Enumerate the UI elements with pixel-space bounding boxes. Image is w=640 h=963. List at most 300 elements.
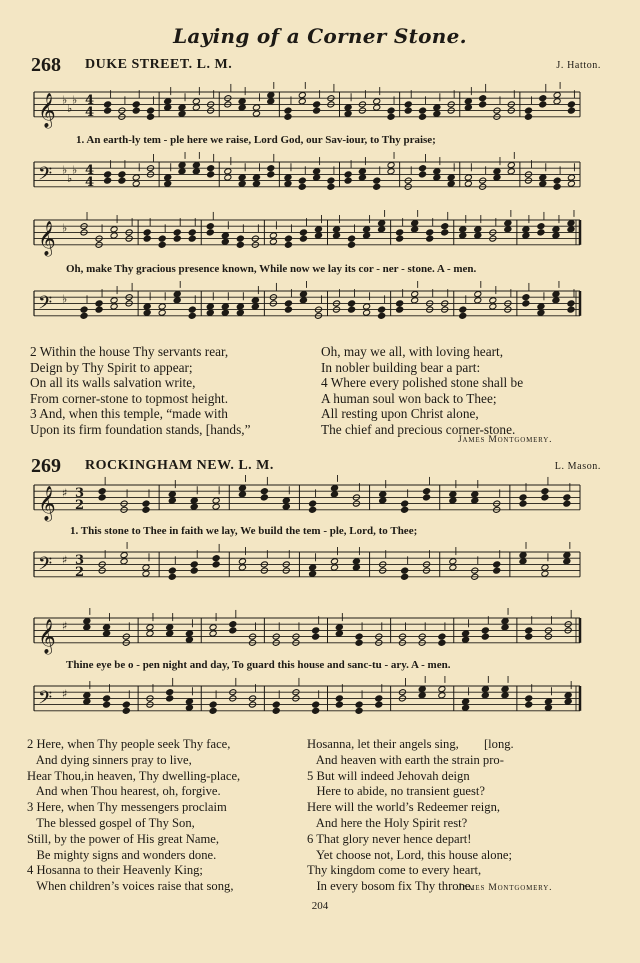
time-signature: 2 xyxy=(75,565,85,581)
notehead xyxy=(493,561,501,568)
notehead xyxy=(519,494,527,501)
notehead xyxy=(238,558,246,565)
notehead xyxy=(206,223,214,230)
treble-clef-icon: 𝄞 xyxy=(38,92,56,128)
notehead xyxy=(563,494,571,501)
notehead xyxy=(423,488,431,495)
notehead xyxy=(489,303,497,310)
notehead xyxy=(474,291,482,298)
music-staff-bass xyxy=(30,281,594,331)
notehead xyxy=(396,229,404,236)
notehead xyxy=(143,235,151,242)
time-signature: 3 xyxy=(75,552,85,568)
notehead xyxy=(313,174,321,181)
notehead xyxy=(209,630,217,637)
notehead xyxy=(348,300,356,307)
notehead xyxy=(212,555,220,562)
notehead xyxy=(379,491,387,498)
notehead xyxy=(522,300,530,307)
notehead xyxy=(298,92,306,99)
notehead xyxy=(238,564,246,571)
notehead xyxy=(110,303,118,310)
notehead xyxy=(209,701,217,708)
notehead xyxy=(238,491,246,498)
hymn-number: 268 xyxy=(31,54,61,76)
notehead xyxy=(221,232,229,239)
notehead xyxy=(104,101,112,108)
time-signature: 4 xyxy=(85,162,95,178)
notehead xyxy=(539,174,547,181)
notehead xyxy=(544,698,552,705)
verses-column-left: 2 Here, when Thy people seek Thy face, And dying sinners pray to live, Hear Thou,in heaven, Thy dwelling-place, And when Thou hearest, oh, forgive. 3 Here, when Thy messengers proclaim The blessed gospel of Thy Son, Still, by the power of His great Name, Be mighty signs and wonders done. 4 Hosanna to their Heavenly King; When children’s voices raise that song, xyxy=(27,737,241,894)
notehead xyxy=(552,297,560,304)
flat-icon: ♭ xyxy=(62,163,68,177)
notehead xyxy=(373,177,381,184)
notehead xyxy=(355,707,363,714)
notehead xyxy=(525,633,533,640)
notehead xyxy=(525,627,533,634)
notehead xyxy=(481,633,489,640)
lyric-line: Oh, make Thy gracious presence known, While now we lay its cor - ner - stone. A - men. xyxy=(66,263,477,275)
notehead xyxy=(122,707,130,714)
notehead xyxy=(335,695,343,702)
notehead xyxy=(474,297,482,304)
notehead xyxy=(209,707,217,714)
notehead xyxy=(519,500,527,507)
notehead xyxy=(539,180,547,187)
notehead xyxy=(229,621,237,628)
notehead xyxy=(142,564,150,571)
notehead xyxy=(298,177,306,184)
notehead xyxy=(447,174,455,181)
notehead xyxy=(260,488,268,495)
notehead xyxy=(507,168,515,175)
notehead xyxy=(553,92,561,99)
notehead xyxy=(188,235,196,242)
notehead xyxy=(552,291,560,298)
sharp-icon: ♯ xyxy=(62,486,68,500)
notehead xyxy=(373,104,381,111)
notehead xyxy=(164,104,172,111)
notehead xyxy=(474,226,482,233)
notehead xyxy=(168,497,176,504)
notehead xyxy=(378,220,386,227)
notehead xyxy=(95,300,103,307)
notehead xyxy=(315,232,323,239)
notehead xyxy=(251,303,259,310)
notehead xyxy=(313,101,321,108)
notehead xyxy=(104,177,112,184)
notehead xyxy=(471,497,479,504)
notehead xyxy=(98,494,106,501)
notehead xyxy=(185,636,193,643)
music-staff-bass xyxy=(30,152,594,202)
notehead xyxy=(192,98,200,105)
notehead xyxy=(238,174,246,181)
notehead xyxy=(471,491,479,498)
flat-icon: ♭ xyxy=(62,292,68,306)
bass-clef-icon: 𝄢 xyxy=(38,163,53,189)
notehead xyxy=(103,701,111,708)
notehead xyxy=(168,567,176,574)
flat-icon: ♭ xyxy=(62,221,68,235)
notehead xyxy=(331,491,339,498)
notehead xyxy=(449,497,457,504)
notehead xyxy=(236,235,244,242)
hymn-header xyxy=(31,455,611,477)
notehead xyxy=(462,704,470,711)
notehead xyxy=(537,223,545,230)
notehead xyxy=(253,180,261,187)
notehead xyxy=(309,500,317,507)
notehead xyxy=(563,558,571,565)
notehead xyxy=(103,695,111,702)
notehead xyxy=(567,180,575,187)
notehead xyxy=(447,180,455,187)
notehead xyxy=(411,220,419,227)
flat-icon: ♭ xyxy=(67,102,73,116)
notehead xyxy=(464,180,472,187)
notehead xyxy=(299,297,307,304)
notehead xyxy=(80,306,88,313)
notehead xyxy=(378,226,386,233)
notehead xyxy=(206,309,214,316)
notehead xyxy=(309,570,317,577)
notehead xyxy=(419,171,427,178)
verses-column-right: Hosanna, let their angels sing, [long. And heaven with earth the strain pro- 5 But will indeed Jehovah deign Here to abide, no transient guest? Here will the world’s Redeemer reign, And here the Holy Spirit rest? 6 That glory never hence depart! Yet choose not, Lord, this house alone; Thy kingdom come to every heart, In every bosom fix Thy throne. xyxy=(307,737,514,894)
notehead xyxy=(537,309,545,316)
notehead xyxy=(143,229,151,236)
time-signature: 4 xyxy=(85,105,95,121)
notehead xyxy=(212,561,220,568)
notehead xyxy=(80,312,88,319)
notehead xyxy=(224,168,232,175)
notehead xyxy=(142,570,150,577)
notehead xyxy=(312,701,320,708)
notehead xyxy=(501,624,509,631)
music-staff-treble xyxy=(30,475,594,525)
notehead xyxy=(404,107,412,114)
notehead xyxy=(173,291,181,298)
tune-name: DUKE STREET. L. M. xyxy=(85,57,233,72)
notehead xyxy=(352,564,360,571)
notehead xyxy=(504,220,512,227)
notehead xyxy=(459,306,467,313)
notehead xyxy=(103,624,111,631)
notehead xyxy=(238,104,246,111)
notehead xyxy=(178,162,186,169)
notehead xyxy=(158,235,166,242)
notehead xyxy=(103,630,111,637)
notehead xyxy=(221,238,229,245)
notehead xyxy=(206,303,214,310)
music-staff-treble xyxy=(30,82,594,132)
notehead xyxy=(375,695,383,702)
lyric-line: Thine eye be o - pen night and day, To guard this house and sanc-tu - ary. A - men. xyxy=(66,659,451,671)
treble-clef-icon: 𝄞 xyxy=(38,485,56,521)
notehead xyxy=(404,101,412,108)
notehead xyxy=(158,309,166,316)
flat-icon: ♭ xyxy=(72,163,78,177)
notehead xyxy=(188,312,196,319)
notehead xyxy=(164,98,172,105)
notehead xyxy=(552,226,560,233)
notehead xyxy=(95,306,103,313)
notehead xyxy=(378,312,386,319)
notehead xyxy=(433,168,441,175)
notehead xyxy=(464,98,472,105)
notehead xyxy=(83,624,91,631)
notehead xyxy=(212,497,220,504)
notehead xyxy=(348,235,356,242)
notehead xyxy=(373,98,381,105)
notehead xyxy=(552,232,560,239)
notehead xyxy=(253,104,261,111)
notehead xyxy=(83,692,91,699)
notehead xyxy=(504,226,512,233)
music-staff-treble xyxy=(30,210,594,260)
notehead xyxy=(333,232,341,239)
notehead xyxy=(185,704,193,711)
notehead xyxy=(147,113,155,120)
notehead xyxy=(375,701,383,708)
notehead xyxy=(164,180,172,187)
notehead xyxy=(373,183,381,190)
notehead xyxy=(525,701,533,708)
notehead xyxy=(173,297,181,304)
notehead xyxy=(449,558,457,565)
notehead xyxy=(344,177,352,184)
time-signature: 4 xyxy=(85,175,95,191)
notehead xyxy=(178,168,186,175)
notehead xyxy=(236,309,244,316)
notehead xyxy=(541,488,549,495)
notehead xyxy=(481,692,489,699)
notehead xyxy=(312,707,320,714)
notehead xyxy=(438,686,446,693)
notehead xyxy=(333,226,341,233)
notehead xyxy=(110,297,118,304)
notehead xyxy=(387,107,395,114)
hymn-author: James Montgomery. xyxy=(458,883,553,893)
notehead xyxy=(335,624,343,631)
notehead xyxy=(120,552,128,559)
notehead xyxy=(299,235,307,242)
page-number: 204 xyxy=(311,900,329,912)
notehead xyxy=(207,165,215,172)
notehead xyxy=(438,639,446,646)
notehead xyxy=(168,491,176,498)
notehead xyxy=(284,306,292,313)
notehead xyxy=(267,92,275,99)
notehead xyxy=(352,558,360,565)
notehead xyxy=(118,177,126,184)
notehead xyxy=(327,183,335,190)
notehead xyxy=(188,306,196,313)
notehead xyxy=(539,101,547,108)
notehead xyxy=(282,497,290,504)
flat-icon: ♭ xyxy=(62,93,68,107)
notehead xyxy=(104,171,112,178)
notehead xyxy=(284,300,292,307)
notehead xyxy=(519,552,527,559)
notehead xyxy=(331,558,339,565)
notehead xyxy=(355,639,363,646)
notehead xyxy=(522,226,530,233)
notehead xyxy=(132,180,140,187)
notehead xyxy=(335,630,343,637)
notehead xyxy=(83,618,91,625)
notehead xyxy=(459,312,467,319)
time-signature: 3 xyxy=(75,485,85,501)
notehead xyxy=(489,297,497,304)
notehead xyxy=(411,291,419,298)
notehead xyxy=(168,573,176,580)
lyric-line: 1. This stone to Thee in faith we lay, We build the tem - ple, Lord, to Thee; xyxy=(70,525,418,537)
notehead xyxy=(178,104,186,111)
music-staff-treble xyxy=(30,608,594,658)
notehead xyxy=(192,104,200,111)
notehead xyxy=(142,506,150,513)
bass-clef-icon: 𝄢 xyxy=(38,292,53,318)
tune-name: ROCKINGHAM NEW. L. M. xyxy=(85,458,274,473)
hymn-header xyxy=(31,54,611,76)
notehead xyxy=(309,506,317,513)
notehead xyxy=(164,174,172,181)
notehead xyxy=(158,241,166,248)
notehead xyxy=(158,303,166,310)
bass-clef-icon: 𝄢 xyxy=(38,687,53,713)
notehead xyxy=(190,561,198,568)
notehead xyxy=(519,558,527,565)
notehead xyxy=(284,174,292,181)
notehead xyxy=(221,309,229,316)
notehead xyxy=(501,618,509,625)
notehead xyxy=(348,306,356,313)
notehead xyxy=(185,698,193,705)
notehead xyxy=(459,226,467,233)
notehead xyxy=(312,633,320,640)
notehead xyxy=(474,232,482,239)
notehead xyxy=(564,692,572,699)
notehead xyxy=(267,98,275,105)
notehead xyxy=(464,104,472,111)
notehead xyxy=(363,226,371,233)
notehead xyxy=(567,220,575,227)
notehead xyxy=(501,686,509,693)
notehead xyxy=(553,177,561,184)
notehead xyxy=(331,564,339,571)
notehead xyxy=(564,698,572,705)
notehead xyxy=(143,309,151,316)
notehead xyxy=(358,174,366,181)
notehead xyxy=(269,232,277,239)
notehead xyxy=(401,506,409,513)
treble-clef-icon: 𝄞 xyxy=(38,220,56,256)
notehead xyxy=(83,698,91,705)
notehead xyxy=(419,165,427,172)
notehead xyxy=(146,630,154,637)
notehead xyxy=(188,229,196,236)
notehead xyxy=(224,174,232,181)
time-signature: 2 xyxy=(75,498,85,514)
notehead xyxy=(479,95,487,102)
notehead xyxy=(209,624,217,631)
notehead xyxy=(120,558,128,565)
notehead xyxy=(221,303,229,310)
notehead xyxy=(122,701,130,708)
notehead xyxy=(387,162,395,169)
composer: J. Hatton. xyxy=(556,60,601,71)
notehead xyxy=(173,229,181,236)
notehead xyxy=(501,692,509,699)
notehead xyxy=(284,235,292,242)
notehead xyxy=(118,171,126,178)
notehead xyxy=(251,297,259,304)
notehead xyxy=(419,107,427,114)
notehead xyxy=(331,485,339,492)
notehead xyxy=(522,294,530,301)
notehead xyxy=(411,226,419,233)
notehead xyxy=(426,229,434,236)
notehead xyxy=(206,229,214,236)
notehead xyxy=(166,689,174,696)
notehead xyxy=(363,232,371,239)
notehead xyxy=(104,107,112,114)
treble-clef-icon: 𝄞 xyxy=(38,618,56,654)
notehead xyxy=(563,500,571,507)
notehead xyxy=(267,171,275,178)
notehead xyxy=(282,503,290,510)
notehead xyxy=(212,503,220,510)
notehead xyxy=(567,107,575,114)
notehead xyxy=(185,630,193,637)
notehead xyxy=(298,183,306,190)
notehead xyxy=(327,177,335,184)
lyric-line: 1. An earth-ly tem - ple here we raise, Lord God, our Sav-iour, to Thy praise; xyxy=(76,134,436,146)
notehead xyxy=(423,494,431,501)
notehead xyxy=(411,297,419,304)
notehead xyxy=(132,107,140,114)
notehead xyxy=(363,303,371,310)
notehead xyxy=(253,110,261,117)
notehead xyxy=(462,630,470,637)
notehead xyxy=(272,701,280,708)
notehead xyxy=(401,573,409,580)
notehead xyxy=(190,497,198,504)
notehead xyxy=(387,168,395,175)
notehead xyxy=(462,636,470,643)
notehead xyxy=(525,107,533,114)
flat-icon: ♭ xyxy=(67,172,73,186)
notehead xyxy=(238,98,246,105)
notehead xyxy=(269,238,277,245)
notehead xyxy=(267,165,275,172)
composer: L. Mason. xyxy=(554,461,601,472)
notehead xyxy=(396,235,404,242)
notehead xyxy=(363,309,371,316)
notehead xyxy=(178,110,186,117)
notehead xyxy=(493,168,501,175)
notehead xyxy=(299,291,307,298)
notehead xyxy=(449,564,457,571)
notehead xyxy=(479,101,487,108)
notehead xyxy=(207,171,215,178)
notehead xyxy=(344,110,352,117)
notehead xyxy=(173,235,181,242)
notehead xyxy=(493,174,501,181)
flat-icon: ♭ xyxy=(72,93,78,107)
